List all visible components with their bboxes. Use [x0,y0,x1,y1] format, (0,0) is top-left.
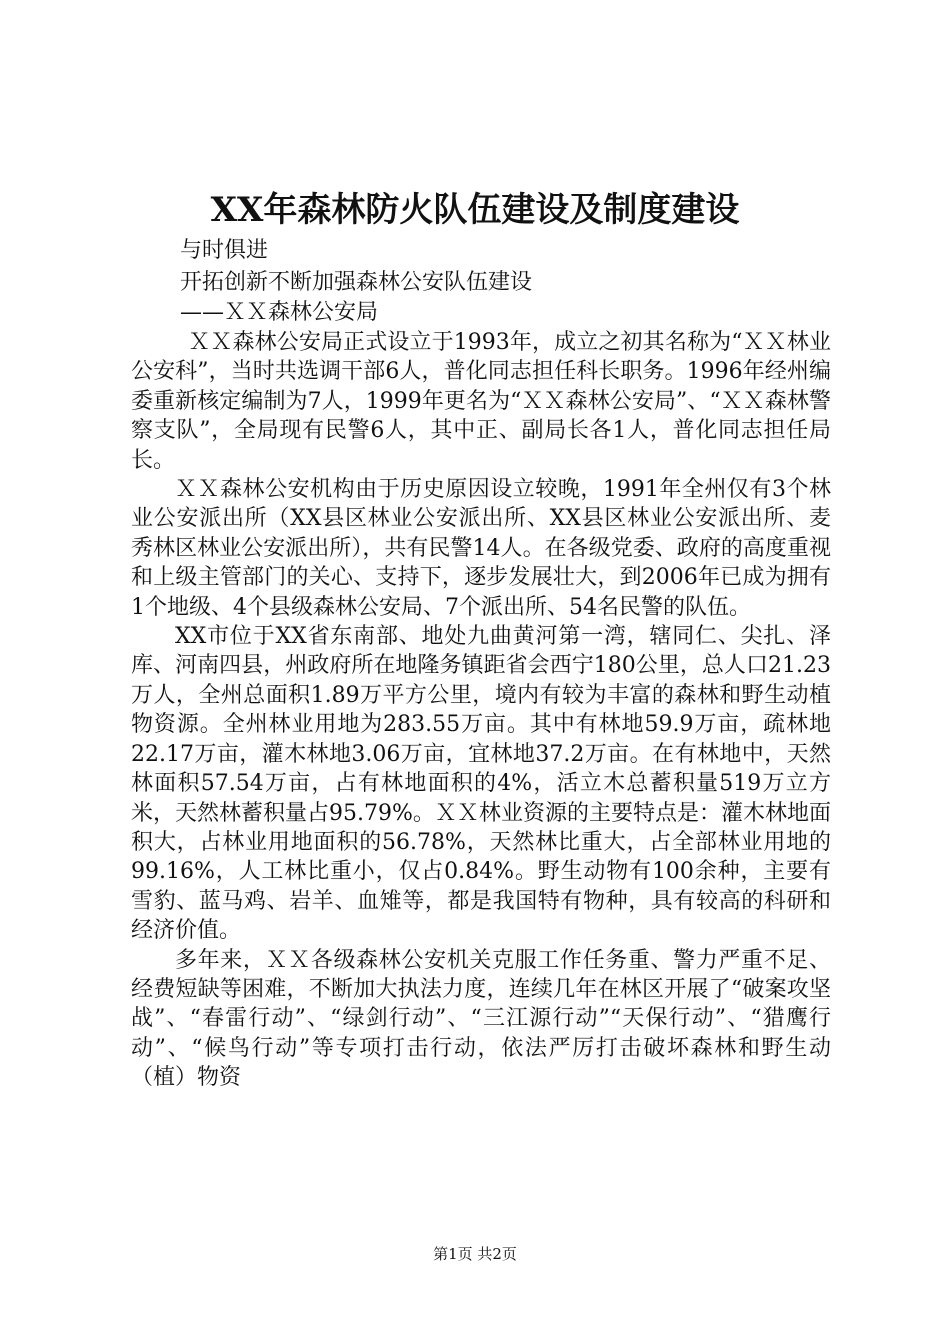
page-number-footer: 第1页 共2页 [433,1245,517,1263]
intro-line-author: ——ＸＸ森林公安局 [180,300,379,325]
paragraph-organization: ＸＸ森林公安机构由于历史原因设立较晚，1991年全州仅有3个林业公安派出所（XX县区林业公安派出所、XX县区林业公安派出所、麦秀林区林业公安派出所），共有民警14人。在各级党委、政府的高度重视和上级主管部门的关心、支持下，逐步发展壮大，到2006年已成为拥有1个地级、4个县级森林公安局、7个派出所、54名民警的队伍。 [131,477,831,620]
intro-line-subtitle: 开拓创新不断加强森林公安队伍建设 [180,270,533,295]
document-title: XX年森林防火队伍建设及制度建设 [210,190,740,230]
paragraph-region-resources: XX市位于XX省东南部、地处九曲黄河第一湾，辖同仁、尖扎、泽库、河南四县，州政府所在地隆务镇距省会西宁180公里，总人口21.23万人，全州总面积1.89万平方公里，境内有较为丰富的森林和野生动植物资源。全州林业用地为283.55万亩。其中有林地59.9万亩，疏林地22.17万亩，灌木林地3.06万亩，宜林地37.2万亩。在有林地中，天然林面积57.54万亩，占有林地面积的4%，活立木总蓄积量519万立方米，天然林蓄积量占95.79%。ＸＸ林业资源的主要特点是：灌木林地面积大，占林业用地面积的56.78%，天然林比重大，占全部林业用地的99.16%，人工林比重小，仅占0.84%。野生动物有100余种，主要有雪豹、蓝马鸡、岩羊、血雉等，都是我国特有物种，具有较高的科研和经济价值。 [131,624,831,944]
paragraph-enforcement: 多年来，ＸＸ各级森林公安机关克服工作任务重、警力严重不足、经费短缺等困难，不断加大执法力度，连续几年在林区开展了“破案攻坚战”、“春雷行动”、“绿剑行动”、“三江源行动”“天保行动”、“猎鹰行动”、“候鸟行动”等专项打击行动，依法严厉打击破坏森林和野生动（植）物资 [131,947,831,1091]
document-body [131,328,831,1093]
paragraph-history: ＸＸ森林公安局正式设立于1993年，成立之初其名称为“ＸＸ林业公安科”，当时共选调干部6人，普化同志担任科长职务。1996年经州编委重新核定编制为7人，1999年更名为“ＸＸ森林公安局”、“ＸＸ森林警察支队”，全局现有民警6人，其中正、副局长各1人，普化同志担任局长。 [131,330,831,473]
intro-line-motto: 与时俱进 [180,238,269,263]
